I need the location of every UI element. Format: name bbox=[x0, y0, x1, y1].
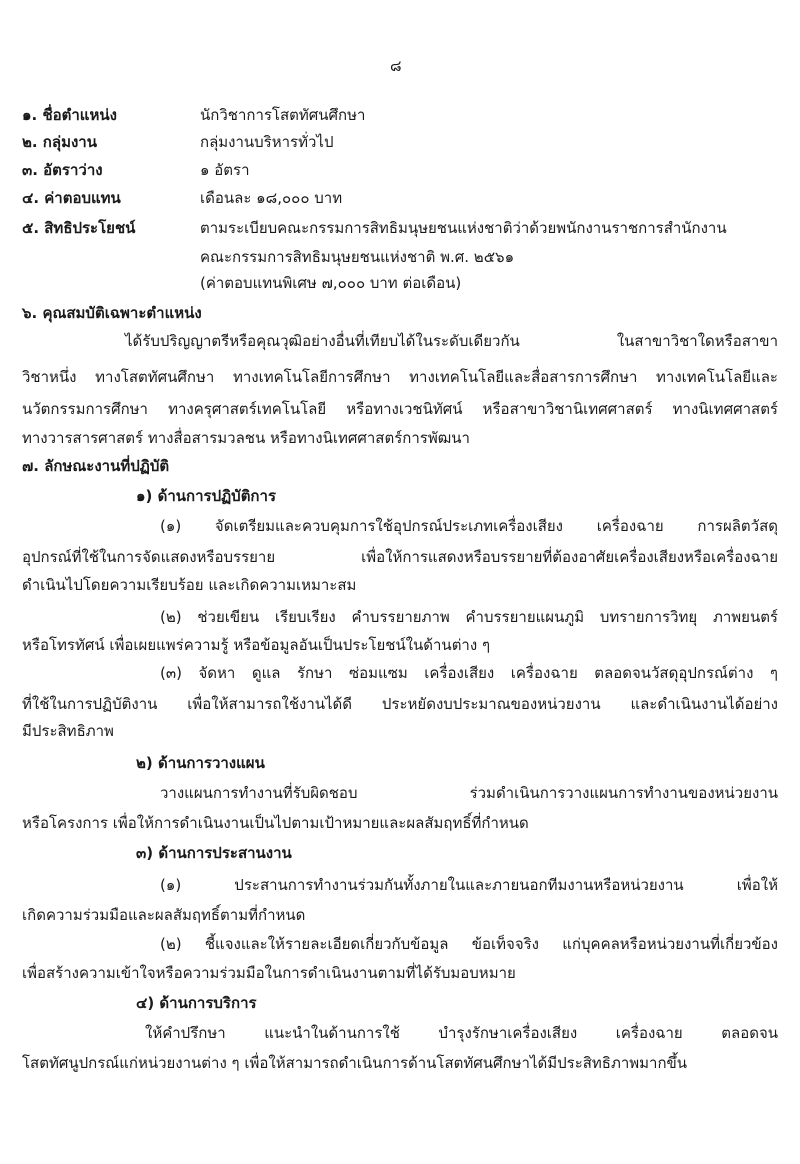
paragraph-line: อุปกรณ์ที่ใช้ในการจัดแสดงหรือบรรยาย เพื่อให้การแสดงหรือบรรยายที่ต้องอาศัยเครื่องเสียงหรือเครื่องฉาย bbox=[22, 548, 778, 566]
paragraph-line: (๑) ประสานการทำงานร่วมกันทั้งภายในและภายนอกทีมงานหรือหน่วยงาน เพื่อให้ bbox=[160, 876, 778, 894]
section-title-planning: ๒) ด้านการวางแผน bbox=[136, 754, 265, 772]
paragraph-line: โสตทัศนูปกรณ์แก่หน่วยงานต่าง ๆ เพื่อให้สามารถดำเนินการด้านโสตทัศนศึกษาได้มีประสิทธิภาพมากขึ้น bbox=[22, 1054, 688, 1072]
duties-heading: ๗. ลักษณะงานที่ปฏิบัติ bbox=[22, 457, 170, 475]
section-title-service: ๔) ด้านการบริการ bbox=[136, 994, 257, 1012]
paragraph-line: หรือโครงการ เพื่อให้การดำเนินงานเป็นไปตามเป้าหมายและผลสัมฤทธิ์ที่กำหนด bbox=[22, 814, 529, 832]
paragraph-line: มีประสิทธิภาพ bbox=[22, 722, 114, 740]
paragraph-line: ที่ใช้ในการปฏิบัติงาน เพื่อให้สามารถใช้งานได้ดี ประหยัดงบประมาณของหน่วยงาน และดำเนินงานได้อย่าง bbox=[22, 695, 778, 713]
field-label-vacancy: ๓. อัตราว่าง bbox=[22, 161, 103, 179]
section-title-operations: ๑) ด้านการปฏิบัติการ bbox=[136, 487, 276, 505]
qualification-heading: ๖. คุณสมบัติเฉพาะตำแหน่ง bbox=[22, 304, 202, 322]
field-label-benefits: ๕. สิทธิประโยชน์ bbox=[22, 219, 136, 237]
qualification-line: ทางวารสารศาสตร์ ทางสื่อสารมวลชน หรือทางนิเทศศาสตร์การพัฒนา bbox=[22, 429, 470, 447]
qualification-line: วิชาหนึ่ง ทางโสตทัศนศึกษา ทางเทคโนโลยีการศึกษา ทางเทคโนโลยีและสื่อสารการศึกษา ทางเทคโนโลยีและ bbox=[22, 368, 778, 386]
field-label-group: ๒. กลุ่มงาน bbox=[22, 133, 97, 151]
field-value-vacancy: ๑ อัตรา bbox=[200, 161, 250, 179]
field-label-salary: ๔. ค่าตอบแทน bbox=[22, 189, 121, 207]
field-value-benefits-line3: (ค่าตอบแทนพิเศษ ๗,๐๐๐ บาท ต่อเดือน) bbox=[200, 274, 462, 292]
paragraph-line: (๒) ช่วยเขียน เรียบเรียง คำบรรยายภาพ คำบรรยายแผนภูมิ บทรายการวิทยุ ภาพยนตร์ bbox=[160, 608, 778, 626]
field-value-salary: เดือนละ ๑๘,๐๐๐ บาท bbox=[200, 189, 343, 207]
paragraph-line: (๒) ชี้แจงและให้รายละเอียดเกี่ยวกับข้อมูล ข้อเท็จจริง แก่บุคคลหรือหน่วยงานที่เกี่ยวข้อง bbox=[160, 935, 778, 953]
paragraph-line: เพื่อสร้างความเข้าใจหรือความร่วมมือในการดำเนินงานตามที่ได้รับมอบหมาย bbox=[22, 964, 516, 982]
paragraph-line: วางแผนการทำงานที่รับผิดชอบ ร่วมดำเนินการวางแผนการทำงานของหน่วยงาน bbox=[160, 784, 778, 802]
paragraph-line: ดำเนินไปโดยความเรียบร้อย และเกิดความเหมาะสม bbox=[22, 576, 357, 594]
qualification-line: ได้รับปริญญาตรีหรือคุณวุฒิอย่างอื่นที่เทียบได้ในระดับเดียวกัน ในสาขาวิชาใดหรือสาขา bbox=[125, 332, 778, 350]
paragraph-line: หรือโทรทัศน์ เพื่อเผยแพร่ความรู้ หรือข้อมูลอันเป็นประโยชน์ในด้านต่าง ๆ bbox=[22, 636, 491, 654]
page-number: ๘ bbox=[390, 57, 402, 75]
field-value-benefits-line1: ตามระเบียบคณะกรรมการสิทธิมนุษยชนแห่งชาติว่าด้วยพนักงานราชการสำนักงาน bbox=[200, 219, 727, 237]
qualification-line: นวัตกรรมการศึกษา ทางครุศาสตร์เทคโนโลยี หรือทางเวชนิทัศน์ หรือสาขาวิชานิเทศศาสตร์ ทางนิเทศศาสตร์ bbox=[22, 400, 778, 418]
paragraph-line: (๑) จัดเตรียมและควบคุมการใช้อุปกรณ์ประเภทเครื่องเสียง เครื่องฉาย การผลิตวัสดุ bbox=[160, 517, 778, 535]
paragraph-line: ให้คำปรึกษา แนะนำในด้านการใช้ บำรุงรักษาเครื่องเสียง เครื่องฉาย ตลอดจน bbox=[145, 1024, 778, 1042]
paragraph-line: เกิดความร่วมมือและผลสัมฤทธิ์ตามที่กำหนด bbox=[22, 906, 306, 924]
paragraph-line: (๓) จัดหา ดูแล รักษา ซ่อมแซม เครื่องเสียง เครื่องฉาย ตลอดจนวัสดุอุปกรณ์ต่าง ๆ bbox=[160, 664, 778, 682]
section-title-coordination: ๓) ด้านการประสานงาน bbox=[136, 844, 292, 862]
field-value-benefits-line2: คณะกรรมการสิทธิมนุษยชนแห่งชาติ พ.ศ. ๒๕๖๑ bbox=[200, 248, 515, 266]
field-value-position: นักวิชาการโสตทัศนศึกษา bbox=[200, 106, 366, 124]
field-value-group: กลุ่มงานบริหารทั่วไป bbox=[200, 133, 334, 151]
field-label-position: ๑. ชื่อตำแหน่ง bbox=[22, 106, 117, 124]
